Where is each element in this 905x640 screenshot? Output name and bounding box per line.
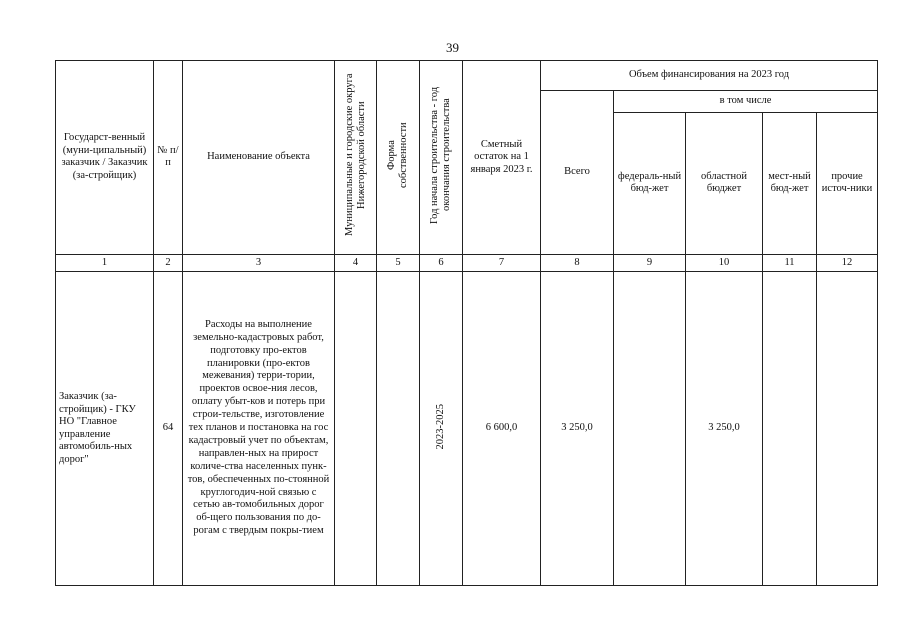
column-number: 3 [183, 254, 335, 272]
row-local [763, 272, 817, 586]
row-municipality [335, 272, 377, 586]
table-row [56, 272, 878, 586]
row-years-cell [420, 272, 463, 586]
row-customer: Заказчик (за-стройщик) - ГКУ НО "Главное управление автомобиль-ных дорог" [56, 272, 154, 586]
header-num: № п/п [154, 61, 183, 255]
row-balance: 6 600,0 [463, 272, 541, 586]
header-funding-group: Объем финансирования на 2023 год [541, 61, 878, 91]
row-regional: 3 250,0 [686, 272, 763, 586]
column-number: 9 [614, 254, 686, 272]
header-total: Всего [541, 91, 614, 255]
header-balance: Сметный остаток на 1 января 2023 г. [463, 61, 541, 255]
column-number: 2 [154, 254, 183, 272]
page-number: 39 [446, 40, 459, 55]
row-num: 64 [154, 272, 183, 586]
column-number: 10 [686, 254, 763, 272]
header-ownership-cell [377, 61, 420, 255]
column-number-row [56, 254, 878, 272]
row-federal [614, 272, 686, 586]
row-years: 2023-2025 [435, 403, 446, 449]
column-number: 12 [817, 254, 878, 272]
header-years: Год начала строительства - год окончания строительства [429, 86, 452, 224]
column-number: 7 [463, 254, 541, 272]
header-object-name: Наименование объекта [183, 61, 335, 255]
row-other [817, 272, 878, 586]
row-total: 3 250,0 [541, 272, 614, 586]
header-municipality: Муниципальные и городские округа Нижегородской области [343, 73, 367, 237]
row-description: Расходы на выполнение земельно-кадастровых работ, подготовку про-ектов планировки (про-ектов межевания) терри-тории, проектов освое-ния лесов, оплату убыт-ков и потерь при строи-тельстве, изготовление тех планов и постановка на гос кадастровый учет по объектам, направлен-ных на прирост количе-ства населенных пунк-тов, обеспеченных по-стоянной круглогодич-ной связью с сетью ав-томобильных дорог об-щего пользования по до-рогам с твердым покры-тием [183, 272, 335, 586]
column-number: 11 [763, 254, 817, 272]
row-ownership [377, 272, 420, 586]
financing-table [55, 60, 878, 586]
column-number: 6 [420, 254, 463, 272]
header-ownership: Форма собственности [386, 122, 409, 188]
header-years-cell [420, 61, 463, 255]
header-regional: областной бюджет [686, 112, 763, 254]
column-number: 1 [56, 254, 154, 272]
column-number: 4 [335, 254, 377, 272]
header-other: прочие источ-ники [817, 112, 878, 254]
header-including: в том числе [614, 91, 878, 113]
header-federal: федераль-ный бюд-жет [614, 112, 686, 254]
column-number: 5 [377, 254, 420, 272]
column-number: 8 [541, 254, 614, 272]
header-local: мест-ный бюд-жет [763, 112, 817, 254]
header-customer: Государст-венный (муни-ципальный) заказчик / Заказчик (за-стройщик) [56, 61, 154, 255]
header-municipality-cell [335, 61, 377, 255]
